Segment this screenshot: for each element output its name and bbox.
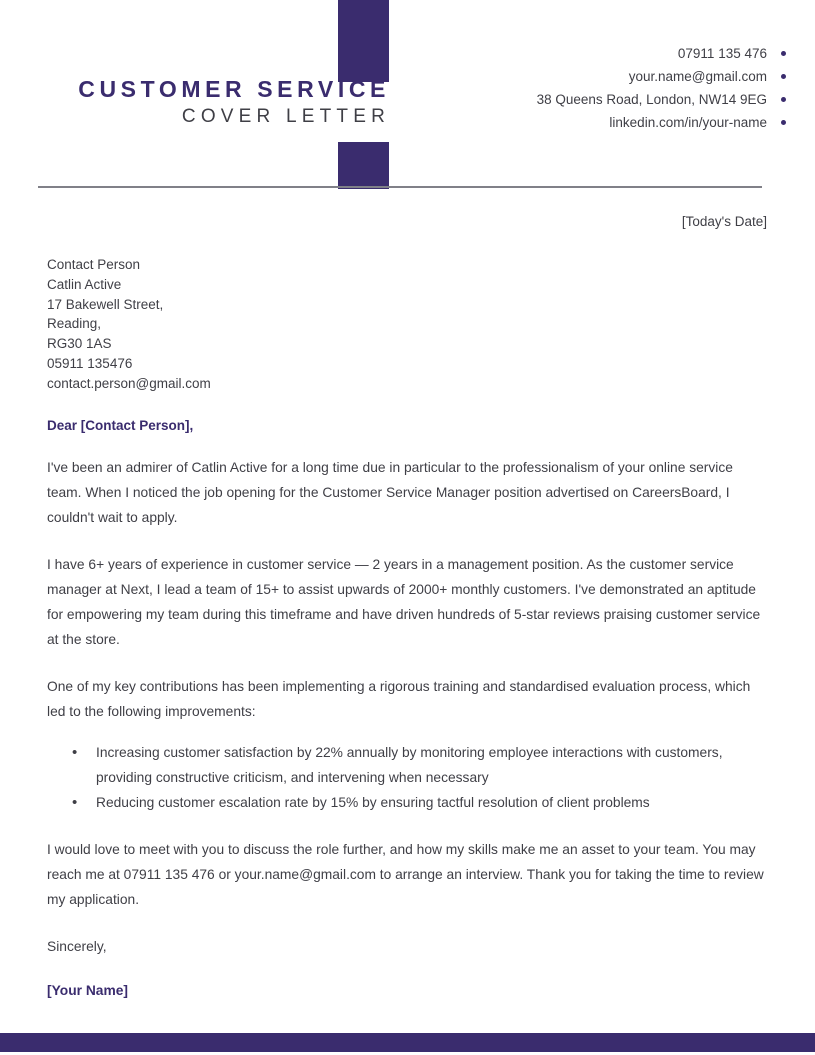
bullet-dot-icon (781, 120, 786, 125)
letter-header (0, 0, 815, 190)
accent-block-bottom-icon (338, 142, 389, 189)
letter-paragraph-1: I've been an admirer of Catlin Active for a long time due in particular to the professionalism of your online service team. When I noticed the job opening for the Customer Service Manager position advertised on CareersBoard, I couldn't wait to apply. (47, 459, 733, 525)
recipient-line-city: Reading, (47, 316, 102, 332)
bullet-dot-icon (781, 97, 786, 102)
letter-paragraph-3: One of my key contributions has been implementing a rigorous training and standardised evaluation process, which led to the following improvements: (47, 678, 751, 719)
letter-salutation: Dear [Contact Person], (47, 417, 194, 433)
contact-address-label: 38 Queens Road, London, NW14 9EG (536, 92, 767, 107)
recipient-line-company: Catlin Active (47, 276, 122, 292)
bullet-dot-icon (781, 74, 786, 79)
list-item-text: Reducing customer escalation rate by 15% by ensuring tactful resolution of client problems (96, 794, 650, 810)
contact-linkedin-label: linkedin.com/in/your-name (609, 115, 767, 130)
footer-accent-bar (0, 1033, 815, 1052)
contact-item-phone (537, 42, 767, 65)
recipient-line-name: Contact Person (47, 257, 141, 272)
list-item-text: Increasing customer satisfaction by 22% annually by monitoring employee interactions with customers, providing constructive criticism, and intervening when necessary (96, 744, 723, 785)
letter-paragraph-2: I have 6+ years of experience in customer service — 2 years in a management position. As the customer service manager at Next, I lead a team of 15+ to assist upwards of 2000+ monthly customers. I've demonstrated an aptitude for empowering my team during this timeframe and have driven hundreds of 5-star reviews praising customer service at the store. (47, 556, 761, 647)
achievements-list (0, 740, 815, 815)
bullet-dot-icon (781, 51, 786, 56)
bullet-point-icon: • (72, 793, 78, 811)
contact-item-email[interactable] (537, 65, 767, 88)
accent-block-top-icon (338, 0, 389, 82)
recipient-address-block (0, 255, 815, 394)
contact-phone-label: 07911 135 476 (677, 46, 767, 61)
header-title-group (0, 76, 392, 130)
page-subtitle: COVER LETTER (181, 106, 390, 128)
recipient-line-phone: 05911 135476 (47, 355, 133, 371)
header-divider (38, 186, 762, 188)
page-title: CUSTOMER SERVICE (78, 76, 390, 102)
letter-signature-name: [Your Name] (47, 982, 129, 998)
letter-date: [Today's Date] (681, 214, 767, 229)
letter-body (0, 190, 815, 998)
recipient-line-postcode: RG30 1AS (47, 336, 112, 352)
contact-item-address (537, 88, 767, 111)
letter-sign-off: Sincerely, (47, 938, 107, 954)
list-item (72, 740, 765, 790)
recipient-line-email: contact.person@gmail.com (47, 375, 211, 391)
contact-details-list (537, 42, 767, 134)
recipient-line-street: 17 Bakewell Street, (47, 296, 164, 312)
letter-closing-paragraph: I would love to meet with you to discuss the role further, and how my skills make me an asset to your team. You may reach me at 07911 135 476 or your.name@gmail.com to arrange an interview. Thank you for taking the time to review my application. (47, 841, 764, 907)
contact-item-linkedin[interactable] (537, 111, 767, 134)
bullet-point-icon: • (72, 743, 78, 761)
contact-email-label: your.name@gmail.com (628, 69, 767, 84)
list-item (72, 790, 765, 815)
